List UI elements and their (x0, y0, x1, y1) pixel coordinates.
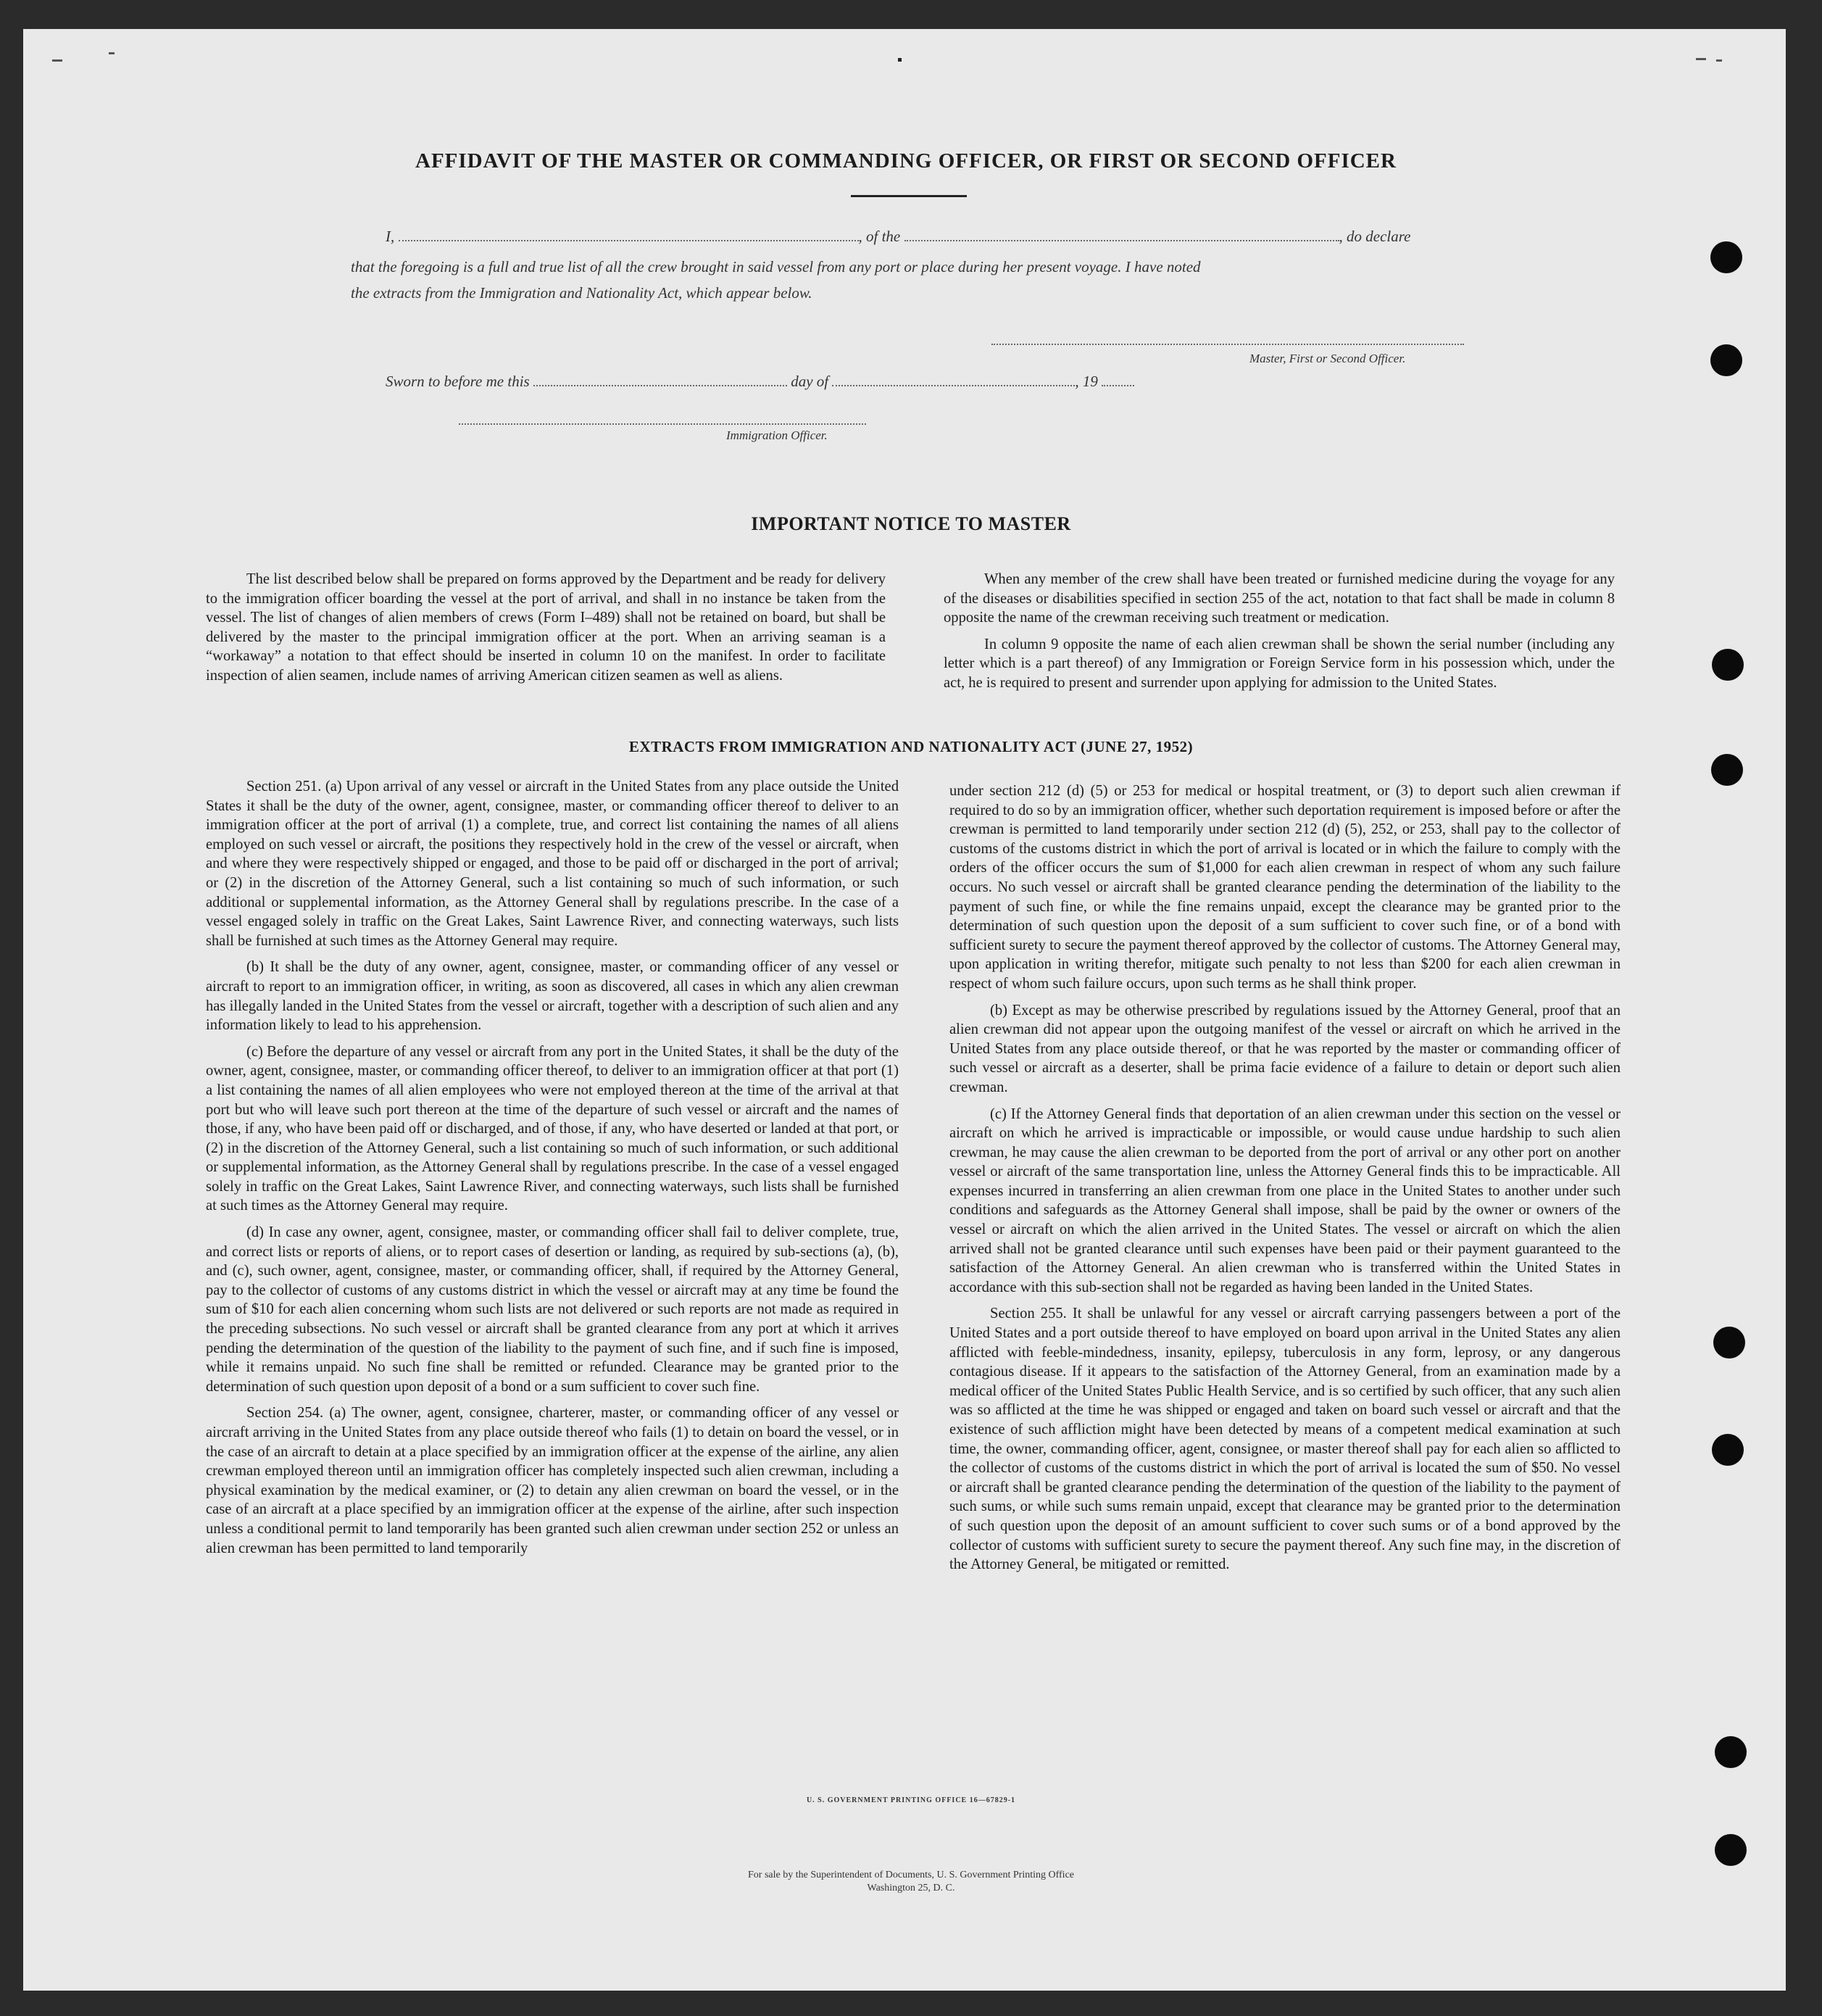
declaration-line-2: that the foregoing is a full and true list of all the crew brought in said vessel from any port or place during her present voyage. I have noted (351, 258, 1201, 275)
section-254-a: Section 254. (a) The owner, agent, consignee, charterer, master, or commanding officer of any vessel or aircraft arriving in the United States from any place outside thereof who fails (1) to detain on board the vessel, or in the case of an aircraft to detain at a place specified by an immigration officer at the expense of the airline, any alien crewman employed thereon until an immigration officer has completely inspected such alien crewman, including a physical examination by the medical examiner, or (2) to detain any alien crewman on board the vessel, or in the case of an aircraft at a place specified by an immigration officer at the expense of the airline, after such inspection unless a conditional permit to land temporarily has been granted such alien crewman under section 252 or unless an alien crewman has been permitted to land temporarily (206, 1405, 899, 1556)
punch-hole (1712, 1434, 1744, 1466)
section-255: Section 255. It shall be unlawful for any vessel or aircraft carrying passengers between a port of the United States and a port outside thereof to have employed on board upon arrival in the United States any alien afflicted with feeble-mindedness, insanity, epilepsy, tuberculosis in any form, leprosy, or any dangerous contagious disease. If it appears to the satisfaction of the Attorney General, from an examination made by a medical officer of the United States Public Health Service, and is so certified by such officer, that any such alien was so afflicted at the time he was shipped or engaged and taken on board such vessel or aircraft and that the existence of such affliction might have been detected by means of a competent medical examination at such time, the owner, commanding officer, agent, consignee, or master thereof shall pay for each alien so afflicted to the collector of customs of the customs district in which the port of arrival is located the sum of $50. No vessel or aircraft shall be granted clearance pending the determination of the question of the liability to the payment of such sums, or while such sums remain unpaid, except that clearance may be granted prior to the determination of such question upon the deposit of an amount sufficient to cover such sums or of a bond approved by the collector of customs with sufficient surety to secure the payment thereof. Any such fine may, in the discretion of the Attorney General, be mitigated or remitted. (949, 1306, 1621, 1573)
notice-right-column (944, 570, 1615, 693)
punch-hole (1710, 344, 1742, 376)
name-field[interactable] (399, 228, 859, 241)
scan-mark (1716, 59, 1722, 62)
master-signature-field[interactable] (991, 344, 1464, 345)
notice-title: IMPORTANT NOTICE TO MASTER (751, 513, 1071, 534)
scan-mark (1696, 58, 1706, 60)
extracts-right-column (949, 781, 1621, 1575)
scan-mark (52, 59, 62, 62)
section-254-b: (b) Except as may be otherwise prescribed by regulations issued by the Attorney General, proof that an alien crewman did not appear upon the outgoing manifest of the vessel or aircraft on which he arrived in the United States from any place outside thereof, or that he was reported by the master or commanding officer of such vessel or aircraft as a deserter, shall be prima facie evidence of a failure to detain or deport such alien crewman. (949, 1002, 1621, 1095)
declare-i: I, (386, 228, 395, 245)
title-divider (851, 195, 967, 197)
section-251-a: Section 251. (a) Upon arrival of any vessel or aircraft in the United States from any place outside the United States it shall be the duty of the owner, agent, consignee, master, or commanding officer thereof to deliver to an immigration officer at the port of arrival (1) a complete, true, and correct list containing the names of all aliens employed on such vessel or aircraft, the positions they respectively hold in the crew of the vessel or aircraft, when and where they were respectively shipped or engaged, and those to be paid off or discharged in the port of arrival; or (2) in the discretion of the Attorney General, such a list containing so much of such information, or such additional or supplemental information, as the Attorney General shall by regulations prescribe. In the case of a vessel engaged solely in traffic on the Great Lakes, Saint Lawrence River, and connecting waterways, such lists shall be furnished at such times as the Attorney General may require. (206, 779, 899, 949)
declare-of-the: , of the (858, 228, 901, 245)
printing-office-imprint: U. S. GOVERNMENT PRINTING OFFICE 16—67829-1 (806, 1796, 1016, 1804)
year-label: , 19 (1075, 373, 1098, 390)
punch-hole (1710, 241, 1742, 273)
sworn-year-field[interactable] (1102, 373, 1134, 386)
punch-hole (1711, 754, 1743, 786)
punch-hole (1715, 1736, 1747, 1768)
affidavit-title: AFFIDAVIT OF THE MASTER OR COMMANDING OFFICER, OR FIRST OR SECOND OFFICER (415, 149, 1397, 173)
officer-signature-field[interactable] (459, 423, 866, 425)
extracts-left-column (206, 777, 899, 1558)
scan-mark (898, 58, 902, 62)
sworn-label: Sworn to before me this (386, 373, 530, 390)
notice-right-paragraph-1: When any member of the crew shall have been treated or furnished medicine during the voyage for any of the diseases or disabilities specified in section 255 of the act, notation to that fact shall be made in column 8 opposite the name of the crewman receiving such treatment or medication. (944, 571, 1615, 626)
section-251-b: (b) It shall be the duty of any owner, agent, consignee, master, or commanding officer of any vessel or aircraft to report to an immigration officer, in writing, as soon as discovered, all cases in which any alien crewman has illegally landed in the United States from the vessel or aircraft, together with a description of such alien and any information likely to lead to his apprehension. (206, 959, 899, 1034)
sale-line-2: Washington 25, D. C. (867, 1883, 955, 1893)
declaration-line-3: the extracts from the Immigration and Nationality Act, which appear below. (351, 284, 812, 302)
sworn-day-field[interactable] (533, 373, 787, 386)
vessel-field[interactable] (904, 228, 1339, 241)
section-251-c: (c) Before the departure of any vessel or aircraft from any port in the United States, it shall be the duty of the owner, agent, consignee, master, or commanding officer thereof, to deliver to an immigration officer at that port (1) a list containing the names of all alien employees who were not employed thereon at the time of the arrival at that port but who will leave such port thereon at the time of the departure of such vessel or aircraft and the names of those, if any, who have been paid off or discharged, and of those, if any, who have deserted or landed at that port, or (2) in the discretion of the Attorney General, such a list containing so much of such information, or such additional or supplemental information, as the Attorney General shall by regulations prescribe. In the case of a vessel engaged solely in traffic on the Great Lakes, Saint Lawrence River, and connecting waterways, such lists shall be furnished at such times as the Attorney General may require. (206, 1043, 899, 1214)
officer-caption: Immigration Officer. (726, 428, 828, 442)
notice-right-paragraph-2: In column 9 opposite the name of each alien crewman shall be shown the serial number (including any letter which is a part thereof) of any Immigration or Foreign Service form in his possession which, under the act, he is required to present and surrender upon applying for admission to the United States. (944, 636, 1615, 691)
section-254-a-continued: under section 212 (d) (5) or 253 for medical or hospital treatment, or (3) to deport such alien crewman if required to do so by an immigration officer, whether such deportation requirement is imposed before or after the crewman is permitted to land temporarily under section 212 (d) (5), 252, or 253, shall pay to the collector of customs of the customs district in which the port of arrival is located or in which the failure to comply with the orders of the officer occurs the sum of $1,000 for each alien crewman in respect of whom any such failure occurs. No such vessel or aircraft shall be granted clearance pending the determination of the liability to the payment of such fine, or while the fine remains unpaid, except the clearance may be granted prior to the determination of such question upon the deposit of a sum sufficient to cover such fine, or of a bond with sufficient surety to secure the payment thereof approved by the collector of customs. The Attorney General may, upon application in writing therefor, mitigate such penalty to not less than $200 for each alien crewman in respect of whom such failure occurs, upon such terms as he shall think proper. (949, 783, 1621, 992)
declaration-line-1 (386, 228, 1410, 246)
section-251-d: (d) In case any owner, agent, consignee, master, or commanding officer shall fail to deliver complete, true, and correct lists or reports of aliens, or to report cases of desertion or landing, as required by sub-sections (a), (b), and (c), such owner, agent, consignee, master, or commanding officer, shall, if required by the Attorney General, pay to the collector of customs of any customs district in which the vessel or aircraft may at any time be found the sum of $10 for each alien concerning whom such lists are not delivered or such reports are not made as required in the preceding subsections. No such vessel or aircraft shall be granted clearance from any port at which it arrives pending the determination of the question of the liability to the payment of such fine, and if such fine is imposed, while it remains unpaid. No such fine shall be remitted or refunded. Clearance may be granted prior to the determination of such question upon deposit of a bond or a sum sufficient to cover such fine. (206, 1224, 899, 1395)
notice-left-column (206, 570, 886, 686)
notice-left-paragraph: The list described below shall be prepared on forms approved by the Department and be ready for delivery to the immigration officer boarding the vessel at the port of arrival, and shall in no instance be taken from the vessel. The list of changes of alien members of crews (Form I–489) shall not be retained on board, but shall be delivered by the master to the principal immigration officer at the port. When an arriving seaman is a “workaway” a notation to that effect should be inserted in column 10 on the manifest. In order to facilitate inspection of alien seamen, include names of arriving American citizen seamen as well as aliens. (206, 571, 886, 684)
declare-end: , do declare (1339, 228, 1411, 245)
master-caption: Master, First or Second Officer. (1249, 352, 1406, 365)
sale-line-1: For sale by the Superintendent of Documents, U. S. Government Printing Office (748, 1870, 1074, 1880)
sworn-line (386, 373, 1134, 391)
day-of-label: day of (791, 373, 829, 390)
scan-mark (109, 52, 115, 54)
punch-hole (1713, 1327, 1745, 1358)
sworn-month-field[interactable] (832, 373, 1075, 386)
punch-hole (1715, 1834, 1747, 1866)
section-254-c: (c) If the Attorney General finds that deportation of an alien crewman under this section on the vessel or aircraft on which he arrived is impracticable or impossible, or would cause undue hardship to such alien crewman, he may cause the alien crewman to be deported from the port of arrival or any other port on another vessel or aircraft of the same transportation line, unless the Attorney General finds this to be impracticable. All expenses incurred in transferring an alien crewman from one place in the United States to another under such conditions and safeguards as the Attorney General shall impose, shall be paid by the owner or owners of the vessel or aircraft on which the alien arrived in the United States. The vessel or aircraft on which the alien arrived shall not be granted clearance until such expenses have been paid or their payment guaranteed to the satisfaction of the Attorney General. An alien crewman who is transferred within the United States in accordance with this sub-section shall not be regarded as having been landed in the United States. (949, 1106, 1621, 1295)
punch-hole (1712, 649, 1744, 681)
sale-notice (0, 1869, 1822, 1895)
extracts-title: EXTRACTS FROM IMMIGRATION AND NATIONALITY ACT (JUNE 27, 1952) (628, 738, 1194, 755)
